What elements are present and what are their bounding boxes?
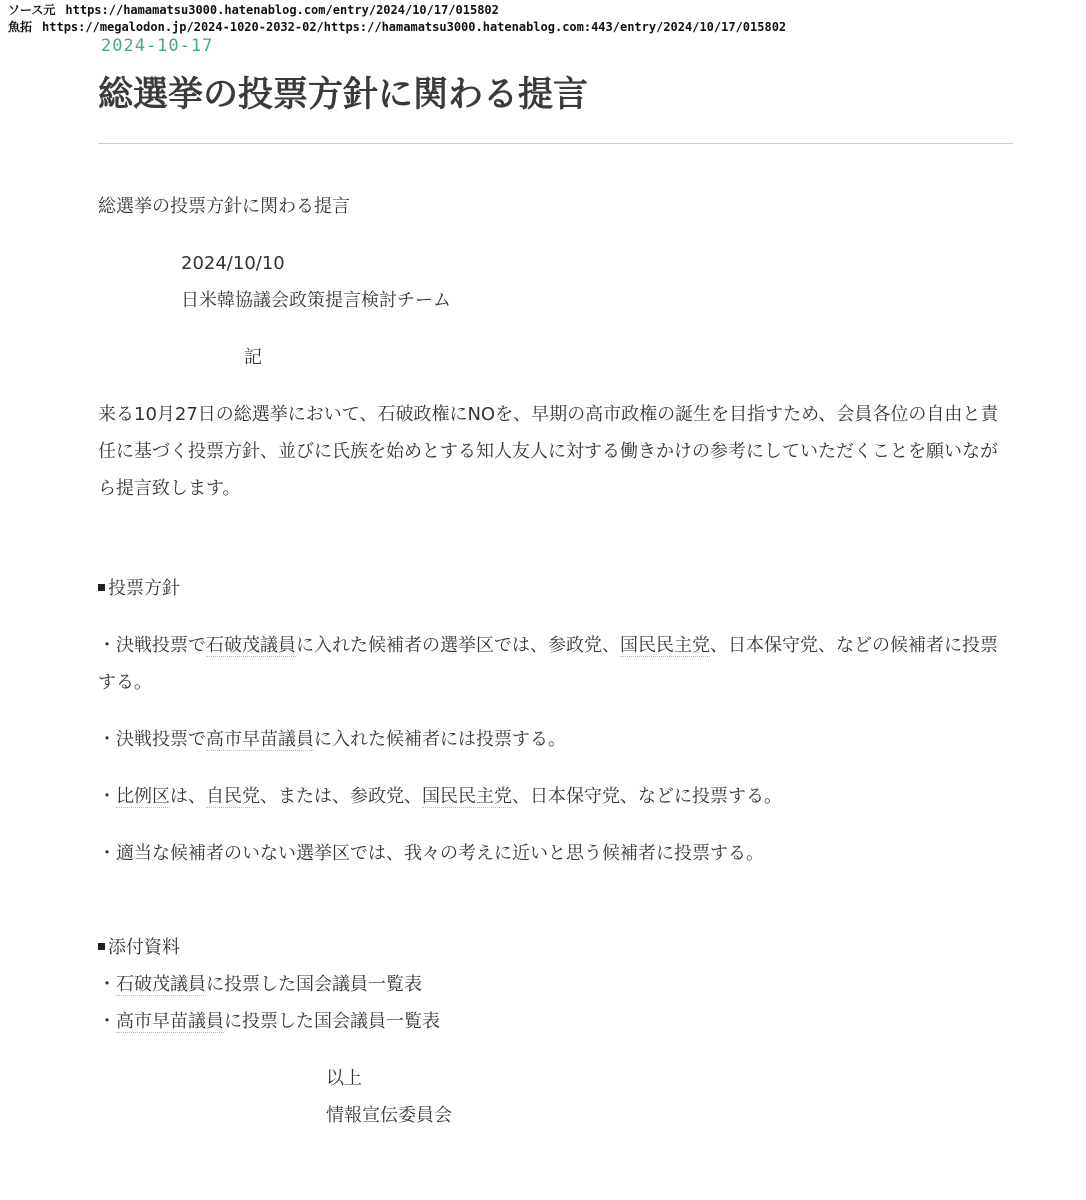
source-url[interactable]: https://hamamatsu3000.hatenablog.com/entry/2024/10/17/015802 (65, 3, 499, 17)
team-name: 日米韓協議会政策提言検討チーム (181, 290, 451, 311)
attach-item-2 (98, 1003, 1013, 1040)
attach-item-1-text-a: ・ (98, 974, 116, 995)
source-label: ソース元 (8, 3, 56, 17)
policy-item-1 (98, 627, 1013, 701)
policy-item-3-text-c: は、 (170, 786, 206, 807)
keyword-link-kokumin-2[interactable]: 国民民主党 (422, 786, 512, 807)
policy-item-3-text-a: ・ (98, 786, 116, 807)
policy-item-3 (98, 778, 1013, 815)
closing-ijou: 以上 (326, 1068, 362, 1089)
attach-item-1-text-c: に投票した国会議員一覧表 (206, 974, 422, 995)
ki-mark: 記 (244, 347, 262, 368)
entry-content (98, 188, 1013, 1134)
policy-item-4: ・適当な候補者のいない選挙区では、我々の考えに近いと思う候補者に投票する。 (98, 843, 764, 864)
post-title[interactable]: 総選挙の投票方針に関わる提言 (98, 75, 589, 115)
policy-item-2 (98, 721, 1013, 758)
policy-item-2-text-c: に入れた候補者には投票する。 (314, 729, 566, 750)
policy-item-1-text-c: に入れた候補者の選挙区では、参政党、 (296, 635, 620, 656)
attach-heading-text: 添付資料 (108, 937, 180, 958)
doc-date: 2024/10/10 (181, 253, 285, 274)
source-bar (8, 2, 786, 36)
policy-item-3-text-g: 、日本保守党、などに投票する。 (512, 786, 782, 807)
archive-url[interactable]: https://megalodon.jp/2024-1020-2032-02/https://hamamatsu3000.hatenablog.com:443/entry/2024/10/17/015802 (42, 20, 787, 34)
attach-item-2-text-c: に投票した国会議員一覧表 (224, 1011, 440, 1032)
square-bullet-icon (98, 943, 105, 950)
source-line (8, 2, 786, 19)
post-date-link[interactable]: 2024-10-17 (101, 36, 214, 56)
keyword-link-ishiba[interactable]: 石破茂議員 (206, 635, 296, 656)
intro-paragraph: 来る10月27日の総選挙において、石破政権にNOを、早期の高市政権の誕生を目指すため、会員各位の自由と責任に基づく投票方針、並びに氏族を始めとする知人友人に対する働きかけの参考にしていただくことを願いながら提言致します。 (98, 404, 999, 499)
policy-item-1-text-e: 、日本保守党、などの候補者に投票する。 (98, 635, 998, 693)
archive-label: 魚拓 (8, 20, 33, 34)
policy-heading (98, 570, 1013, 607)
policy-item-1-text-a: ・決戦投票で (98, 635, 206, 656)
keyword-link-kokumin[interactable]: 国民民主党 (620, 635, 710, 656)
archive-line (8, 19, 786, 36)
title-divider (98, 143, 1013, 144)
square-bullet-icon (98, 584, 105, 591)
policy-item-3-text-e: 、または、参政党、 (260, 786, 422, 807)
keyword-link-takaichi-2[interactable]: 高市早苗議員 (116, 1011, 224, 1032)
keyword-link-jimin[interactable]: 自民党 (206, 786, 260, 807)
committee-name: 情報宣伝委員会 (326, 1105, 452, 1126)
policy-item-2-text-a: ・決戦投票で (98, 729, 206, 750)
content-heading: 総選挙の投票方針に関わる提言 (98, 196, 350, 217)
attach-heading (98, 929, 1013, 966)
keyword-link-ishiba-2[interactable]: 石破茂議員 (116, 974, 206, 995)
policy-heading-text: 投票方針 (108, 578, 180, 599)
attach-item-1 (98, 966, 1013, 1003)
keyword-link-hireiku[interactable]: 比例区 (116, 786, 170, 807)
keyword-link-takaichi[interactable]: 高市早苗議員 (206, 729, 314, 750)
attach-item-2-text-a: ・ (98, 1011, 116, 1032)
